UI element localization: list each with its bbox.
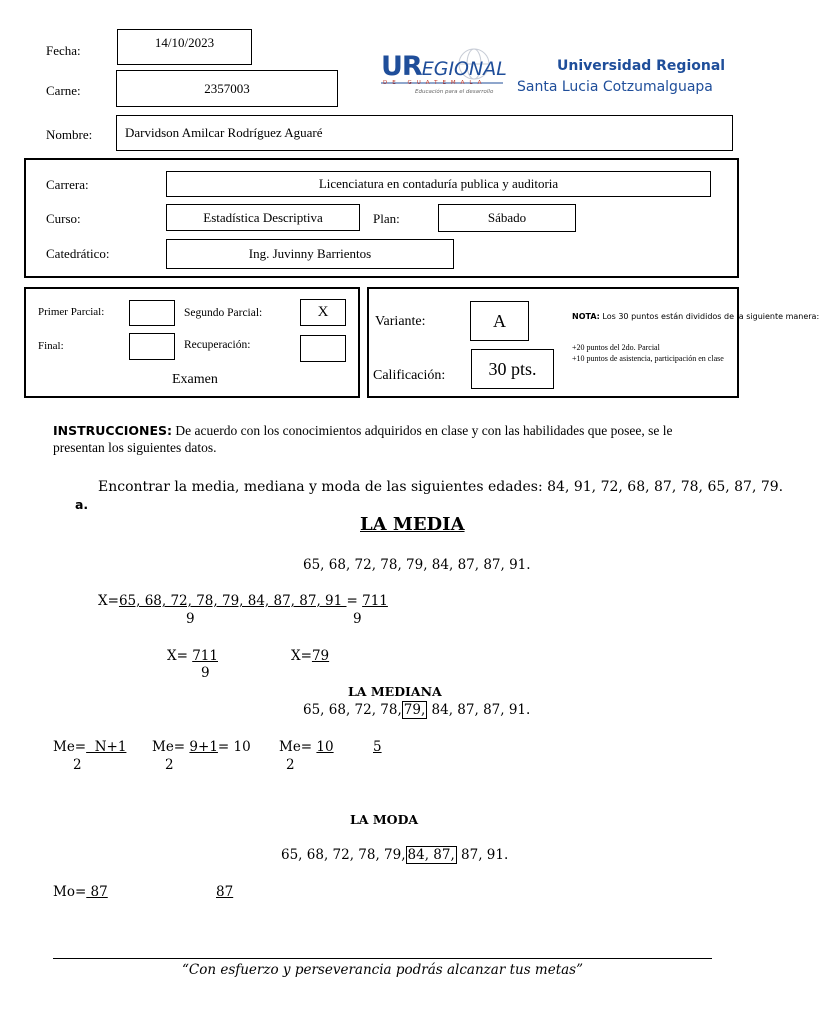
variante-label: Variante: [375,314,426,329]
moda-seq-b: 87, 91. [456,847,509,863]
nota-text [572,312,819,321]
media-x2-value: 711 [192,648,218,664]
me2-rest: = 10 [217,739,251,755]
fecha-label: Fecha: [46,43,81,58]
plan-label: Plan: [373,211,400,226]
mo-value: 87 [86,884,108,900]
mediana-sorted-data [303,702,530,718]
primer-parcial-checkbox[interactable] [129,300,175,326]
instructions-text: De acuerdo con los conocimientos adquiridos en clase y con las habilidades que posee, se le presentan los siguientes datos. [53,423,673,455]
moda-formula [53,884,108,900]
me2-prefix: Me= [152,739,190,755]
mediana-result: 5 [373,739,382,755]
me3-prefix: Me= [279,739,317,755]
logo-egional: EGIONAL [421,58,507,80]
media-title: LA MEDIA [360,514,465,535]
instructions-bold: INSTRUCCIONES: [53,423,173,438]
mediana-highlight: 79, [403,702,426,718]
question-letter: a. [75,497,89,512]
university-name: Universidad Regional [557,58,726,74]
media-denominator-1: 9 [186,611,195,627]
me3-numerator: 10 [316,739,334,755]
nombre-label: Nombre: [46,127,93,142]
logo-subtitle: DE GUATEMALA [383,80,487,86]
recuperacion-checkbox[interactable] [300,335,346,362]
mediana-formula-2 [152,739,251,755]
media-x3-value: 79 [311,648,330,664]
carne-label: Carne: [46,83,81,98]
segundo-parcial-label: Segundo Parcial: [184,307,263,319]
me2-denominator: 2 [165,757,174,773]
media-x2-prefix: X= [167,648,193,664]
nota-line-3: +10 puntos de asistencia, participación en clase [572,354,724,363]
media-denominator-2: 9 [353,611,362,627]
media-denominator-3: 9 [201,665,210,681]
fecha-field: 14/10/2023 [117,29,252,65]
media-x2 [167,648,218,664]
nota-body: Los 30 puntos están divididos de la siguiente manera: [599,312,819,321]
final-checkbox[interactable] [129,333,175,360]
nombre-field: Darvidson Amilcar Rodríguez Aguaré [116,115,733,151]
nota-bold: NOTA: [572,312,600,321]
recuperacion-label: Recuperación: [184,339,251,351]
media-x-prefix: X= [98,593,119,609]
me2-numerator: 9+1 [189,739,218,755]
curso-label: Curso: [46,211,81,226]
instructions [53,422,721,456]
question-text: Encontrar la media, mediana y moda de las siguientes edades: 84, 91, 72, 68, 87, 78, 65, 87, 79. [98,479,784,495]
examen-label: Examen [172,372,218,387]
me1-denominator: 2 [73,757,82,773]
me1-prefix: Me= [53,739,87,755]
variante-field: A [470,301,529,341]
mediana-seq-b: 84, 87, 87, 91. [427,702,531,718]
final-label: Final: [38,340,64,352]
mediana-formula-1 [53,739,126,755]
curso-field: Estadística Descriptiva [166,204,360,231]
me3-denominator: 2 [286,757,295,773]
moda-result: 87 [216,884,234,900]
moda-highlight: 84, 87, [407,847,455,863]
mediana-formula-3 [279,739,334,755]
footer-divider [53,958,712,959]
carrera-label: Carrera: [46,177,89,192]
footer-quote: “Con esfuerzo y perseverancia podrás alcanzar tus metas” [181,962,584,978]
media-sum-expression: 65, 68, 72, 78, 79, 84, 87, 87, 91 [118,593,347,609]
nota-line-2: +20 puntos del 2do. Parcial [572,343,660,352]
media-equals: = [346,593,363,609]
carrera-field: Licenciatura en contaduría publica y auditoria [166,171,711,197]
mediana-seq-a: 65, 68, 72, 78, [303,702,402,718]
mediana-title: LA MEDIANA [348,684,442,699]
media-sorted-data: 65, 68, 72, 78, 79, 84, 87, 87, 91. [303,557,531,573]
moda-sorted-data [281,847,508,863]
moda-title: LA MODA [350,812,419,827]
media-x3-prefix: X= [291,648,312,664]
calificacion-label: Calificación: [373,368,446,383]
moda-seq-a: 65, 68, 72, 78, 79, [281,847,406,863]
plan-field: Sábado [438,204,576,232]
catedratico-label: Catedrático: [46,246,110,261]
me1-numerator: N+1 [86,739,127,755]
uregional-logo [381,48,511,100]
media-formula [98,593,388,609]
media-sum-value: 711 [362,593,388,609]
logo-tagline: Educación para el desarrollo [415,89,494,95]
mo-prefix: Mo= [53,884,87,900]
media-result [291,648,329,664]
primer-parcial-label: Primer Parcial: [38,306,105,318]
university-campus: Santa Lucia Cotzumalguapa [517,79,713,95]
catedratico-field: Ing. Juvinny Barrientos [166,239,454,269]
calificacion-field: 30 pts. [471,349,554,389]
logo-ur: UR [381,51,422,82]
carne-field: 2357003 [116,70,338,107]
segundo-parcial-checkbox[interactable]: X [300,299,346,326]
